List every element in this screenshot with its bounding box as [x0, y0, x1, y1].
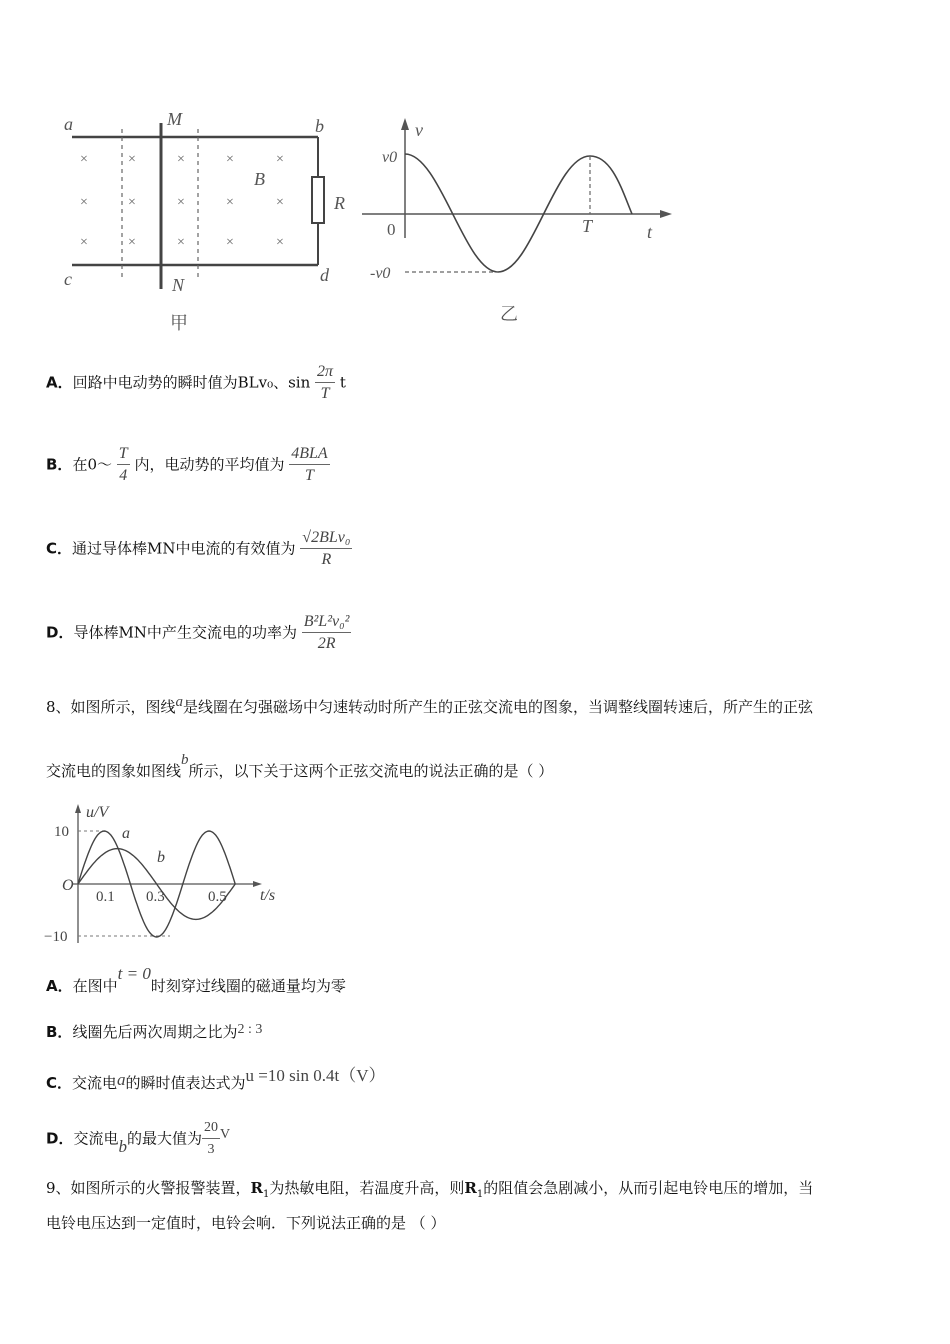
label-a: a — [64, 114, 73, 134]
figure-yi — [360, 110, 680, 335]
velocity-curve — [405, 154, 632, 272]
fraction-20-over-3: $\frac{20}{3}$ — [203, 1120, 218, 1157]
label-T: T — [582, 216, 593, 236]
label-c: c — [64, 269, 72, 289]
q8-option-c[interactable]: C．交流电a的瞬时值表达式为u =10 sin 0.4t（V） — [46, 1066, 386, 1092]
math-expression: u =10 sin 0.4t（V） — [245, 1066, 386, 1085]
option-letter: A． — [46, 373, 73, 392]
label-neg-v0: -v0 — [370, 265, 391, 282]
q8-option-d[interactable]: D．交流电b的最大值为 $\frac{20}{3}$ V — [46, 1118, 230, 1161]
option-letter: C． — [46, 539, 73, 558]
svg-text:×: × — [226, 235, 234, 250]
q9-stem-line2: 电铃电压达到一定值时，电铃会响．下列说法正确的是 （ ） — [46, 1214, 446, 1232]
label-v: v — [415, 120, 423, 140]
origin-label: O — [62, 877, 74, 894]
option-text: 通过导体棒MN中电流的有效值为 — [72, 539, 296, 558]
option-text: 导体棒MN中产生交流电的功率为 — [73, 623, 297, 642]
var-a: a — [175, 694, 184, 710]
label-b: b — [315, 116, 324, 136]
y-tick-10: 10 — [54, 824, 69, 840]
q7-option-a[interactable] — [46, 362, 346, 405]
option-text-mid: 内，电动势的平均值为 — [134, 455, 285, 474]
caption-yi: 乙 — [500, 304, 518, 324]
q9-stem-line1: 9、如图所示的火警报警装置，$R_1$为热敏电阻，若温度升高，则$R_1$的阻值会急剧减小，从而引起电铃电压的增加，当 — [46, 1179, 814, 1200]
svg-text:×: × — [128, 235, 136, 250]
q8-ut-graph — [40, 798, 290, 948]
option-letter: D． — [46, 623, 74, 642]
option-text: 在0～ — [72, 455, 112, 474]
var-b: b — [118, 1136, 127, 1156]
svg-text:×: × — [226, 152, 234, 167]
svg-text:×: × — [177, 195, 185, 210]
option-letter: C． — [46, 1074, 73, 1092]
curve-a-label: a — [122, 825, 130, 842]
magnetic-field-crosses — [80, 152, 284, 250]
fraction-4BLA-over-T: $\frac{\text{4BLA}}{T}$ — [291, 445, 328, 484]
fraction-T-over-4: $\frac{T}{4}$ — [118, 445, 128, 484]
svg-text:×: × — [80, 235, 88, 250]
option-letter: B． — [46, 455, 73, 474]
figure-jia — [50, 105, 350, 335]
q8-stem-line1: 8、如图所示，图线a是线圈在匀强磁场中匀速转动时所产生的正弦交流电的图象，当调整线圈转速后，所产生的正弦 — [46, 694, 814, 716]
y-axis-label: u/V — [86, 804, 109, 821]
label-zero: 0 — [387, 220, 396, 239]
svg-text:×: × — [276, 195, 284, 210]
svg-text:×: × — [226, 195, 234, 210]
math-ratio: 2 : 3 — [237, 1022, 263, 1037]
fraction-rms-current: $\frac{\text{√2BLv₀}}{R}$ — [302, 529, 351, 568]
q7-option-b[interactable] — [46, 444, 330, 487]
fraction-2pi-over-T: $\frac{2\pi}{T}$ — [317, 363, 334, 402]
y-tick-neg10: −10 — [44, 929, 68, 945]
var-b: b — [181, 752, 189, 768]
x-tick-0.1: 0.1 — [96, 889, 115, 905]
option-letter: A． — [46, 977, 73, 995]
unit-V: V — [219, 1126, 231, 1142]
q7-option-d[interactable] — [46, 612, 351, 655]
svg-text:×: × — [128, 195, 136, 210]
option-letter: D． — [46, 1129, 74, 1148]
q8-option-b[interactable]: B．线圈先后两次周期之比为2 : 3 — [46, 1022, 263, 1041]
q8-option-a[interactable]: A．在图中t = 0时刻穿过线圈的磁通量均为零 — [46, 964, 346, 995]
svg-text:×: × — [80, 152, 88, 167]
label-d: d — [320, 265, 329, 285]
x-axis-label: t/s — [260, 887, 276, 904]
x-tick-0.5: 0.5 — [208, 889, 227, 905]
svg-text:×: × — [128, 152, 136, 167]
label-N: N — [172, 275, 185, 295]
label-t: t — [647, 222, 653, 242]
curve-b-label: b — [157, 849, 165, 866]
svg-text:×: × — [177, 235, 185, 250]
x-tick-0.3: 0.3 — [146, 889, 165, 905]
svg-text:×: × — [80, 195, 88, 210]
svg-text:×: × — [276, 235, 284, 250]
fraction-power: $\frac{\text{B²L²v₀²}}{2R}$ — [303, 613, 350, 652]
option-text: 回路中电动势的瞬时值为BLv₀、sin — [72, 373, 311, 392]
label-B: B — [254, 169, 265, 189]
caption-jia: 甲 — [170, 313, 188, 333]
option-tail: t — [339, 373, 346, 392]
label-v0: v0 — [382, 149, 398, 166]
math-t-equals-0: t = 0 — [117, 964, 151, 983]
q8-stem-line2: 交流电的图象如图线b所示，以下关于这两个正弦交流电的说法正确的是（ ） — [46, 752, 554, 780]
q7-option-c[interactable] — [46, 528, 352, 571]
label-R: R — [334, 193, 345, 213]
option-letter: B． — [46, 1023, 73, 1041]
svg-text:×: × — [276, 152, 284, 167]
label-M: M — [167, 109, 182, 129]
var-a: a — [117, 1070, 126, 1089]
svg-text:×: × — [177, 152, 185, 167]
